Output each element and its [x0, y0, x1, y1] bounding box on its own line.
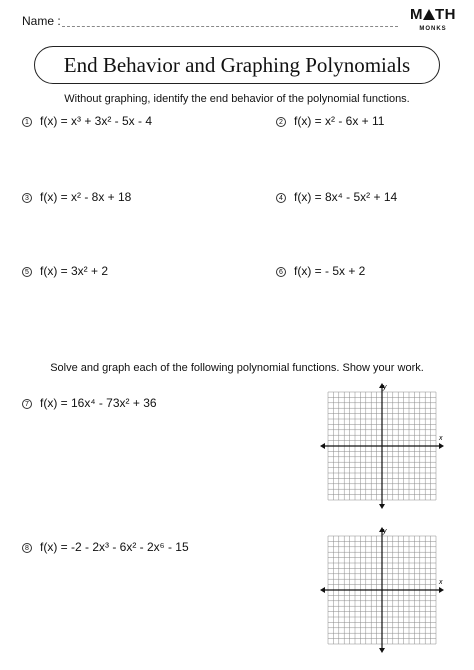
problem-3: [22, 190, 131, 204]
problem-expression: f(x) = 8x⁴ - 5x² + 14: [294, 190, 398, 204]
problem-number: 7: [22, 399, 32, 409]
problem-expression: f(x) = x² - 8x + 18: [40, 190, 132, 204]
math-monks-logo: [408, 6, 458, 44]
y-axis-bottom-arrow: [379, 648, 385, 653]
coordinate-grid[interactable]: [320, 382, 444, 510]
problem-5: [22, 264, 108, 278]
problem-6: [276, 264, 365, 278]
problem-expression: f(x) = x³ + 3x² - 5x - 4: [40, 114, 153, 128]
problem-number: 3: [22, 193, 32, 203]
section2-instruction: Solve and graph each of the following polynomial functions. Show your work.: [50, 362, 424, 374]
logo-triangle-icon: [423, 9, 435, 20]
y-axis-bottom-arrow: [379, 504, 385, 509]
problem-1: [22, 114, 152, 128]
title-box: [34, 46, 440, 84]
problem-7: [22, 396, 157, 410]
name-input-line[interactable]: [62, 26, 398, 27]
problem-number: 5: [22, 267, 32, 277]
x-axis-label: x: [439, 579, 443, 586]
x-axis-left-arrow: [320, 443, 325, 449]
problem-number: 8: [22, 543, 32, 553]
problem-expression: f(x) = 3x² + 2: [40, 264, 109, 278]
logo-letter-m: M: [410, 6, 423, 23]
page-title: End Behavior and Graphing Polynomials: [63, 52, 411, 77]
problem-4: [276, 190, 397, 204]
x-axis-label: x: [439, 435, 443, 442]
coordinate-grid[interactable]: [320, 526, 444, 654]
problem-expression: f(x) = - 5x + 2: [294, 264, 366, 278]
y-axis-label: y: [383, 528, 387, 535]
x-axis-right-arrow: [439, 443, 444, 449]
problem-number: 4: [276, 193, 286, 203]
problem-expression: f(x) = x² - 6x + 11: [294, 114, 385, 128]
problem-number: 2: [276, 117, 286, 127]
problem-expression: f(x) = 16x⁴ - 73x² + 36: [40, 396, 157, 410]
y-axis-label: y: [383, 384, 387, 391]
name-row: [22, 14, 382, 32]
x-axis-right-arrow: [439, 587, 444, 593]
section1-instruction: Without graphing, identify the end behavior of the polynomial functions.: [64, 93, 410, 105]
x-axis-left-arrow: [320, 587, 325, 593]
name-label: Name :: [22, 14, 61, 28]
logo-letters-th: TH: [435, 6, 456, 23]
problem-number: 6: [276, 267, 286, 277]
graph-grid-2[interactable]: [320, 526, 444, 659]
problem-8: [22, 540, 189, 554]
problem-number: 1: [22, 117, 32, 127]
problem-expression: f(x) = -2 - 2x³ - 6x² - 2x⁶ - 15: [40, 540, 189, 554]
logo-subtitle: MONKS: [419, 26, 447, 32]
graph-grid-1[interactable]: [320, 382, 444, 515]
problem-2: [276, 114, 384, 128]
